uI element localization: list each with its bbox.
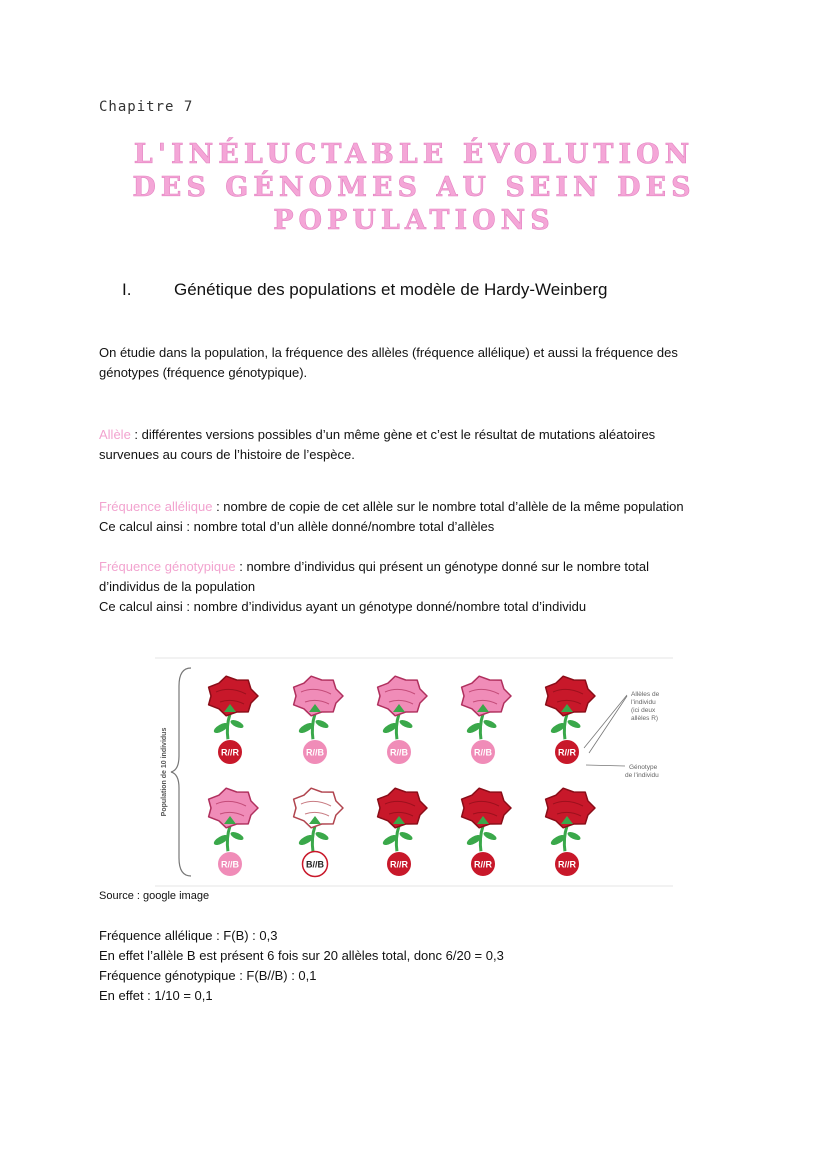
annotation-alleles-line-text-1: Allèles de (631, 691, 660, 698)
chapter-label: Chapitre 7 (99, 99, 194, 115)
flower-stem (564, 714, 567, 740)
term-allele: Allèle (99, 427, 131, 442)
result-genotypic-explanation: En effet : 1/10 = 0,1 (99, 988, 213, 1003)
genotype-label: B//B (306, 859, 324, 870)
genotype-label: R//B (474, 747, 492, 758)
flower-stem (396, 826, 399, 852)
flower-stem (480, 714, 483, 740)
annotation-alleles-line-text-4: allèles R) (631, 715, 659, 722)
population-side-label: Population de 10 individus (161, 727, 168, 817)
results-block (99, 926, 504, 1006)
definition-allele (99, 425, 729, 465)
term-allelic-frequency: Fréquence allélique (99, 499, 213, 514)
flower-8 (378, 788, 427, 876)
flower-3 (378, 676, 427, 764)
flowers-layer (209, 676, 595, 876)
flower-10 (546, 788, 595, 876)
flower-7 (294, 788, 343, 876)
annotation-genotype-line-text-1: Génotype (629, 764, 658, 771)
chapter-title-line-2: DES GÉNOMES AU SEIN DES (132, 172, 696, 203)
flower-stem (396, 714, 399, 740)
flower-leaf (482, 718, 497, 729)
intro-line-2: génotypes (fréquence génotypique). (99, 365, 308, 380)
flower-stem (312, 826, 315, 852)
genotype-label: R//R (558, 747, 576, 758)
definition-genotypic-frequency-text-3: Ce calcul ainsi : nombre d’individus ayant un génotype donné/nombre total d’individu (99, 599, 587, 614)
flower-9 (462, 788, 511, 876)
chapter-title-line-1: L'INÉLUCTABLE ÉVOLUTION (133, 139, 695, 170)
flower-stem (480, 826, 483, 852)
definition-allelic-frequency-text-1: : nombre de copie de cet allèle sur le nombre total d’allèle de la même population (212, 499, 684, 514)
figure-source: Source : google image (99, 890, 210, 902)
annotation-alleles-line-2 (589, 696, 627, 753)
flower-stem (227, 714, 230, 740)
flower-leaf (314, 718, 329, 729)
genotype-label: R//R (474, 859, 492, 870)
population-figure (155, 656, 673, 888)
definition-genotypic-frequency-text-2: d’individus de la population (99, 579, 256, 594)
definition-allele-text-1: : différentes versions possibles d’un même gène et c’est le résultat de mutations aléatoires (130, 427, 656, 442)
genotype-label: R//R (221, 747, 239, 758)
flower-2 (294, 676, 343, 764)
annotation-genotype-line (586, 765, 625, 766)
flower-leaf (229, 718, 244, 729)
definition-genotypic-frequency (99, 557, 729, 617)
flower-leaf (482, 830, 497, 841)
population-brace (171, 668, 191, 876)
flower-5 (546, 676, 595, 764)
genotype-label: R//R (390, 859, 408, 870)
flower-leaf (566, 718, 581, 729)
section-title: Génétique des populations et modèle de Hardy-Weinberg (174, 280, 608, 299)
intro-paragraph (99, 343, 729, 383)
flower-stem (312, 714, 315, 740)
flower-4 (462, 676, 511, 764)
annotation-alleles-line-text-2: l'individu (631, 699, 656, 706)
section-heading (122, 280, 607, 300)
result-genotypic-frequency: Fréquence génotypique : F(B//B) : 0,1 (99, 968, 317, 983)
genotype-label: R//B (390, 747, 408, 758)
flower-1 (209, 676, 258, 764)
definition-allele-text-2: survenues au cours de l’histoire de l’espèce. (99, 447, 355, 462)
flower-leaf (398, 830, 413, 841)
genotype-label: R//B (306, 747, 324, 758)
flower-leaf (314, 830, 329, 841)
section-number: I. (122, 280, 132, 299)
flower-stem (564, 826, 567, 852)
result-allelic-frequency: Fréquence allélique : F(B) : 0,3 (99, 928, 278, 943)
definition-allelic-frequency-text-2: Ce calcul ainsi : nombre total d’un allèle donné/nombre total d’allèles (99, 519, 495, 534)
annotation-genotype-line-text-2: de l'individu (625, 772, 659, 779)
flower-leaf (566, 830, 581, 841)
chapter-title (100, 138, 728, 237)
annotation-alleles-line-text-3: (ici deux (631, 707, 656, 714)
flower-leaf (398, 718, 413, 729)
annotation-genotype (625, 764, 659, 779)
flower-6 (209, 788, 258, 876)
definition-genotypic-frequency-text-1: : nombre d’individus qui présent un génotype donné sur le nombre total (235, 559, 649, 574)
result-allelic-explanation: En effet l’allèle B est présent 6 fois sur 20 allèles total, donc 6/20 = 0,3 (99, 948, 504, 963)
intro-line-1: On étudie dans la population, la fréquence des allèles (fréquence allélique) et aussi la fréquence des (99, 345, 678, 360)
term-genotypic-frequency: Fréquence génotypique (99, 559, 236, 574)
chapter-title-line-3: POPULATIONS (273, 205, 555, 236)
flower-leaf (229, 830, 244, 841)
genotype-label: R//R (558, 859, 576, 870)
annotation-alleles-line-1 (584, 695, 627, 748)
annotation-alleles (631, 691, 661, 722)
genotype-label: R//B (221, 859, 239, 870)
flower-stem (227, 826, 230, 852)
definition-allelic-frequency (99, 497, 729, 537)
